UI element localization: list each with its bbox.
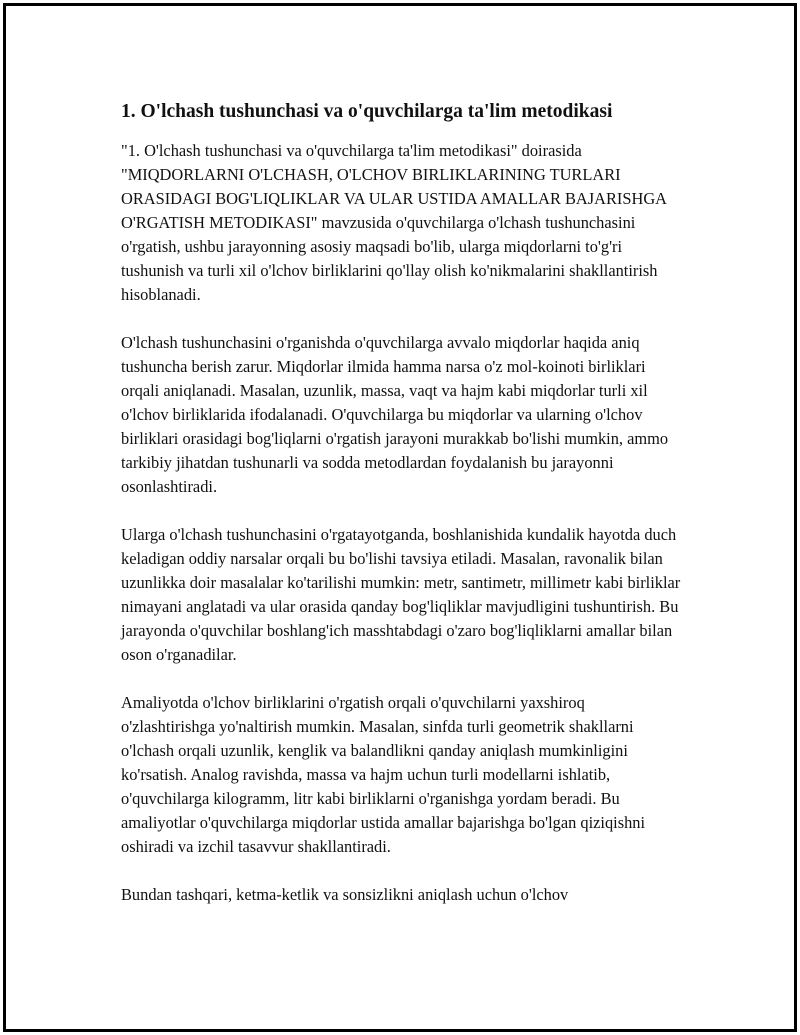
paragraph-everyday-examples: Ularga o'lchash tushunchasini o'rgatayotganda, boshlanishida kundalik hayotda duch keladigan oddiy narsalar orqali bu bo'lishi tavsiya etiladi. Masalan, ravonalik bilan uzunlikka doir masalalar ko'tarilishi mumkin: metr, santimetr, millimetr kabi birliklar nimayani anglatadi va ular orasida qanday bog'liqliklar mavjudligini tushuntirish. Bu jarayonda o'quvchilar boshlang'ich masshtabdagi o'zaro bog'liqliklarni amallar bilan oson o'rganadilar.: [121, 525, 681, 664]
paragraph-intro: "1. O'lchash tushunchasi va o'quvchilarga ta'lim metodikasi" doirasida "MIQDORLARNI O'LCHASH, O'LCHOV BIRLIKLARINING TURLARI ORASIDAGI BOG'LIQLIKLAR VA ULAR USTIDA AMALLAR BAJARISHGA O'RGATISH METODIKASI" mavzusida o'quvchilarga o'lchash tushunchasini o'rgatish, ushbu jarayonning asosiy maqsadi bo'lib, ularga miqdorlarni to'g'ri tushunish va turli xil o'lchov birliklarini qo'llay olish ko'nikmalarini shakllantirish hisoblanadi.: [121, 141, 667, 304]
paragraph-continuation: Bundan tashqari, ketma-ketlik va sonsizlikni aniqlash uchun o'lchov: [121, 885, 569, 904]
document-body: [121, 99, 681, 931]
paragraph-quantities: O'lchash tushunchasini o'rganishda o'quvchilarga avvalo miqdorlar haqida aniq tushuncha berish zarur. Miqdorlar ilmida hamma narsa o'z mol-koinoti birliklari orqali aniqlanadi. Masalan, uzunlik, massa, vaqt va hajm kabi miqdorlar turli xil o'lchov birliklarida ifodalanadi. O'quvchilarga bu miqdorlar va ularning o'lchov birliklari orasidagi bog'liqlarni o'rgatish jarayoni murakkab bo'lishi mumkin, ammo tarkibiy jihatdan tushunarli va sodda metodlardan foydalanish bu jarayonni osonlashtiradi.: [121, 333, 669, 496]
document-title: 1. O'lchash tushunchasi va o'quvchilarga ta'lim metodikasi: [121, 101, 613, 122]
document-page: [3, 3, 797, 1032]
paragraph-practice: Amaliyotda o'lchov birliklarini o'rgatish orqali o'quvchilarni yaxshiroq o'zlashtirishga yo'naltirish mumkin. Masalan, sinfda turli geometrik shakllarni o'lchash orqali uzunlik, kenglik va balandlikni qanday aniqlash mumkinligini ko'rsatish. Analog ravishda, massa va hajm uchun turli modellarni ishlatib, o'quvchilarga kilogramm, litr kabi birliklarni o'rganishga yordam beradi. Bu amaliyotlar o'quvchilarga miqdorlar ustida amallar bajarishga bo'lgan qiziqishni oshiradi va izchil tasavvur shakllantiradi.: [121, 693, 646, 856]
